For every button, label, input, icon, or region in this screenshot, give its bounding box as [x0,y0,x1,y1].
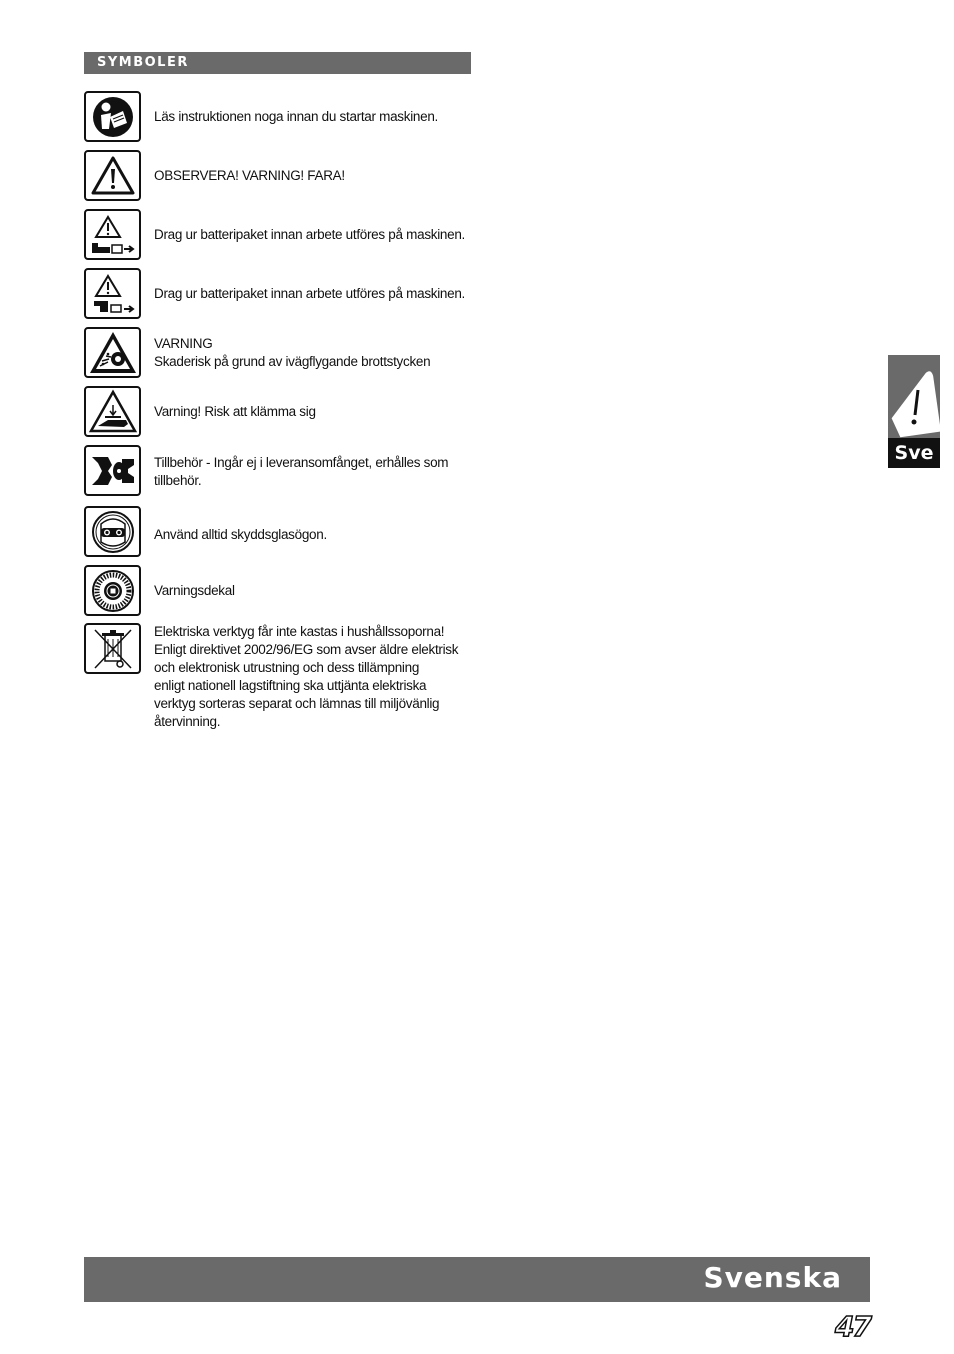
symbol-text-line: Varning! Risk att klämma sig [154,404,316,419]
warning-decal-icon [84,565,141,616]
remove-battery-icon [84,209,141,260]
symbol-text-line: tillbehör. [154,473,202,488]
footer-language-title: Svenska [703,1261,842,1294]
exclamation-triangle-icon [888,355,940,438]
weee-bin-icon [84,623,141,674]
language-side-tab [888,355,940,468]
side-tab-label: Sve [888,438,940,468]
pinch-hazard-icon [84,386,141,437]
symbol-text-line: verktyg sorteras separat och lämnas till miljövänlig [154,696,440,711]
symbol-text-line: Använd alltid skyddsglasögon. [154,527,327,542]
symbol-text-line: Elektriska verktyg får inte kastas i hushållssoporna! [154,624,445,639]
symbol-text-line: Varningsdekal [154,583,235,598]
symbol-text-line: Enligt direktivet 2002/96/EG som avser äldre elektrisk [154,642,459,657]
accessory-icon [84,445,141,496]
symbol-text-line: VARNING [154,336,213,351]
flying-debris-icon [84,327,141,378]
symbol-text-line: OBSERVERA! VARNING! FARA! [154,168,345,183]
section-header: SYMBOLER [84,52,471,74]
symbol-text-line: Läs instruktionen noga innan du startar maskinen. [154,109,438,124]
safety-goggles-icon [84,506,141,557]
symbol-text-line: återvinning. [154,714,221,729]
symbol-text-line: Drag ur batteripaket innan arbete utföres på maskinen. [154,286,465,301]
symbol-text-line: Tillbehör - Ingår ej i leveransomfånget, erhålles som [154,455,449,470]
read-manual-icon [84,91,141,142]
symbol-text-line: enligt nationell lagstiftning ska uttjänta elektriska [154,678,427,693]
remove-battery-icon [84,268,141,319]
footer-bar [84,1257,870,1302]
page-number: 47 [835,1310,870,1343]
warning-triangle-icon [84,150,141,201]
symbol-text-line: och elektronisk utrustning och dess tillämpning [154,660,420,675]
symbol-text-line: Skaderisk på grund av ivägflygande brottstycken [154,354,431,369]
symbol-text-line: Drag ur batteripaket innan arbete utföres på maskinen. [154,227,465,242]
